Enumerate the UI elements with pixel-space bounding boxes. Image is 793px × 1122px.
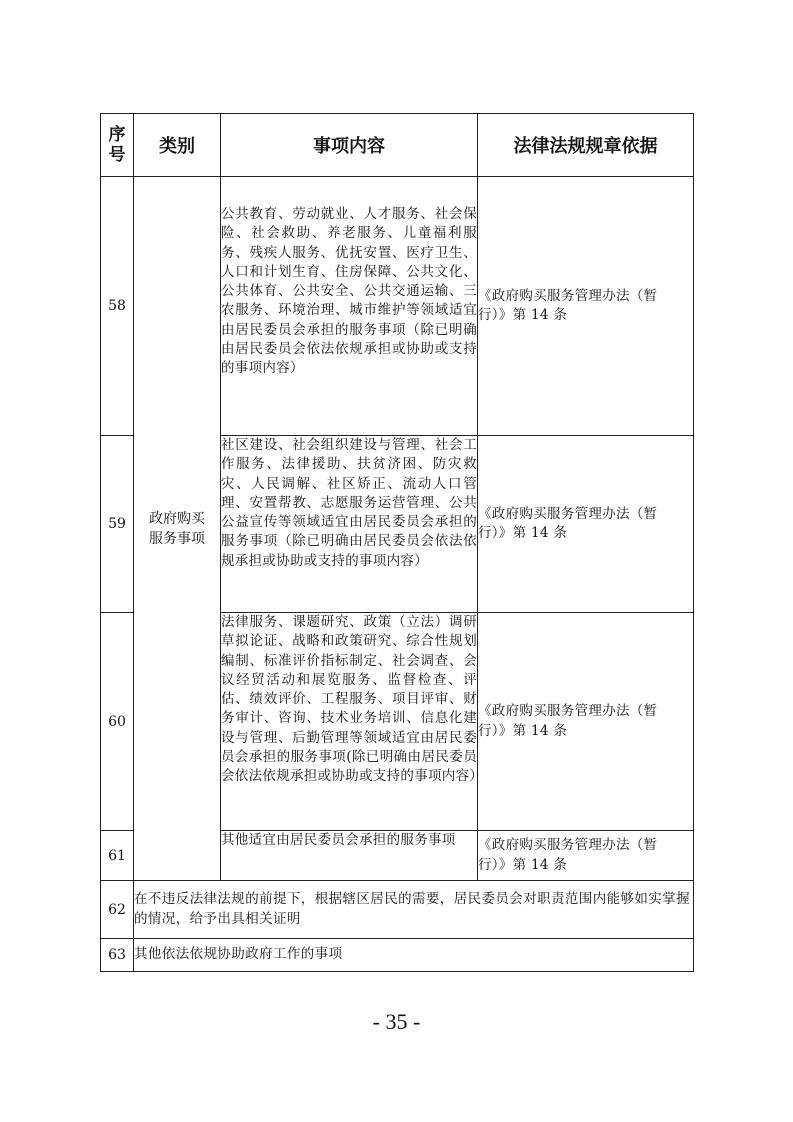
category-cell (134, 177, 221, 881)
table-row-62 (101, 881, 694, 939)
header-basis: 法律法规规章依据 (478, 114, 694, 177)
row-content: 其他适宜由居民委员会承担的服务事项 (221, 831, 478, 881)
basis-line1: 《政府购买服务管理办法（暂 (478, 287, 658, 304)
matters-table (100, 113, 694, 972)
row-content: 公共教育、劳动就业、人才服务、社会保险、社会救助、养老服务、儿童福利服务、残疾人服务、优抚安置、医疗卫生、人口和计划生育、住房保障、公共文化、公共体育、公共安全、公共交通运输、三农服务、环境治理、城市维护等领域适宜由居民委员会承担的服务事项（除已明确由居民委员会依法依规承担或协助或支持的事项内容） (221, 177, 478, 436)
basis-line2: 行）》第 14 条 (478, 525, 568, 541)
table-row-63 (101, 939, 694, 972)
basis-line1: 《政府购买服务管理办法（暂 (478, 703, 658, 720)
basis-line1: 《政府购买服务管理办法（暂 (478, 837, 658, 854)
table-header-row (101, 114, 694, 177)
header-seq-bottom: 号 (108, 145, 126, 165)
category-line2: 服务事项 (149, 530, 205, 547)
category-line1: 政府购买 (149, 510, 205, 527)
basis-line2: 行）》第 14 条 (478, 856, 568, 873)
header-seq (101, 114, 134, 177)
row-number: 59 (101, 436, 134, 613)
row-basis (478, 177, 694, 436)
basis-line2: 行）》第 14 条 (478, 722, 568, 739)
row-basis (478, 831, 694, 881)
header-category: 类别 (134, 114, 221, 177)
row-wide-content: 其他依法依规协助政府工作的事项 (134, 939, 694, 972)
page-number: - 35 - (372, 1009, 421, 1034)
row-number: 61 (101, 831, 134, 881)
row-wide-content: 在不违反法律法规的前提下，根据辖区居民的需要，居民委员会对职责范围内能够如实掌握的情况，给予出具相关证明 (134, 881, 694, 939)
table-row-58 (101, 177, 694, 436)
header-seq-top: 序 (108, 125, 126, 145)
basis-line2: 行）》第 14 条 (478, 307, 568, 323)
row-content: 社区建设、社会组织建设与管理、社会工作服务、法律援助、扶贫济困、防灾救灾、人民调解、社区矫正、流动人口管理、安置帮教、志愿服务运营管理、公共公益宣传等领域适宜由居民委员会承担的服务事项（除已明确由居民委员会依法依规承担或协助或支持的事项内容） (221, 436, 478, 613)
row-basis (478, 436, 694, 613)
basis-line1: 《政府购买服务管理办法（暂 (478, 505, 658, 522)
row-number: 60 (101, 613, 134, 831)
row-content: 法律服务、课题研究、政策（立法）调研草拟论证、战略和政策研究、综合性规划编制、标准评价指标制定、社会调查、会议经贸活动和展览服务、监督检查、评估、绩效评价、工程服务、项目评审、财务审计、咨询、技术业务培训、信息化建设与管理、后勤管理等领域适宜由居民委员会承担的服务事项(除已明确由居民委员会依法依规承担或协助或支持的事项内容） (221, 613, 478, 831)
row-basis (478, 613, 694, 831)
row-number: 62 (101, 881, 134, 939)
row-number: 58 (101, 177, 134, 436)
header-content: 事项内容 (221, 114, 478, 177)
row-number: 63 (101, 939, 134, 972)
